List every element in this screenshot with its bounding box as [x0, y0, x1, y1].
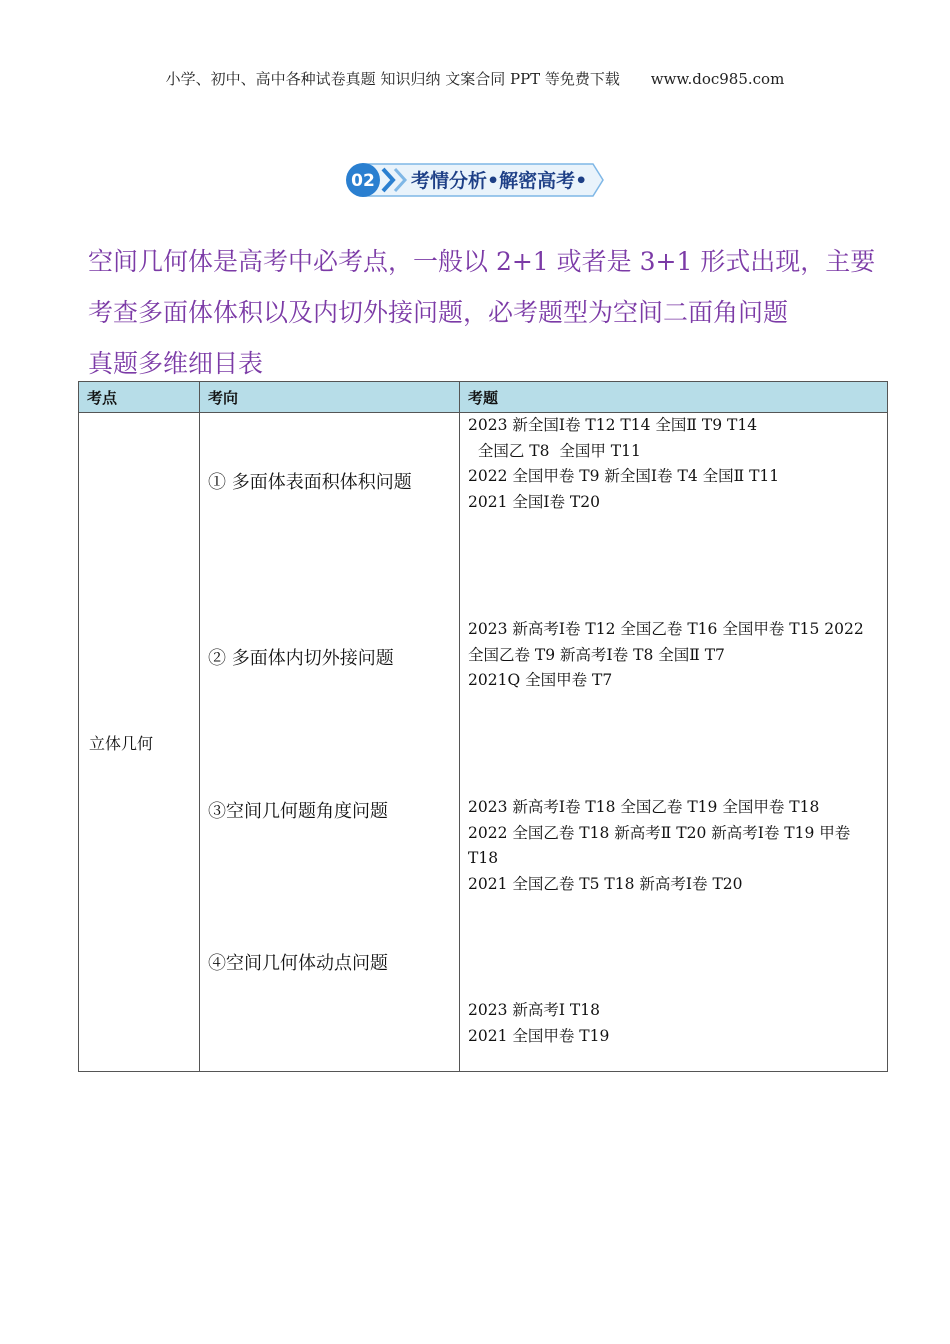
question-block-1	[468, 413, 881, 515]
section-banner	[343, 160, 605, 200]
header-site: www.doc985.com	[650, 70, 785, 88]
header-questions: 考题	[460, 382, 888, 413]
questions-cell	[460, 413, 888, 1072]
header-direction: 考向	[200, 382, 460, 413]
banner-title: 考情分析•解密高考•	[411, 170, 588, 192]
question-line: 2022 全国乙卷 T18 新高考Ⅱ T20 新高考Ⅰ卷 T19 甲卷	[468, 823, 851, 842]
header-point: 考点	[79, 382, 200, 413]
question-block-2	[468, 617, 881, 694]
table-row	[79, 413, 888, 1072]
banner-number: 02	[351, 171, 375, 191]
question-line: 2021 全国甲卷 T19	[468, 1026, 610, 1045]
direction-item-3: ③空间几何题角度问题	[208, 801, 388, 822]
intro-line-1: 空间几何体是高考中必考点，一般以 2+1 或者是 3+1 形式出现，主要	[88, 247, 876, 276]
question-line: 2021 全国乙卷 T5 T18 新高考Ⅰ卷 T20	[468, 874, 743, 893]
question-line: 2021Q 全国甲卷 T7	[468, 671, 613, 689]
direction-item-2: ② 多面体内切外接问题	[208, 648, 394, 669]
question-line: 2022 全国甲卷 T9 新全国Ⅰ卷 T4 全国Ⅱ T11	[468, 467, 780, 485]
page-header	[0, 68, 950, 89]
question-line: 全国乙卷 T9 新高考Ⅰ卷 T8 全国Ⅱ T7	[468, 645, 725, 664]
direction-cell	[200, 413, 460, 1072]
intro-text	[88, 236, 888, 389]
table-header-row	[79, 382, 888, 413]
question-line: 2023 新高考Ⅰ卷 T18 全国乙卷 T19 全国甲卷 T18	[468, 798, 820, 816]
direction-item-4: ④空间几何体动点问题	[208, 953, 388, 974]
intro-line-3: 真题多维细目表	[88, 349, 264, 378]
question-line: 2021 全国Ⅰ卷 T20	[468, 492, 600, 511]
question-block-4	[468, 998, 881, 1049]
intro-line-2: 考查多面体体积以及内切外接问题，必考题型为空间二面角问题	[88, 298, 789, 327]
header-text: 小学、初中、高中各种试卷真题 知识归纳 文案合同 PPT 等免费下载	[165, 70, 620, 88]
point-cell: 立体几何	[79, 413, 200, 1072]
question-block-3	[468, 795, 881, 897]
question-line: 2023 新高考Ⅰ T18	[468, 1001, 600, 1019]
exam-table	[78, 381, 888, 1072]
question-line: T18	[468, 849, 499, 867]
question-line: 2023 新高考Ⅰ卷 T12 全国乙卷 T16 全国甲卷 T15 2022	[468, 620, 864, 638]
question-line: 2023 新全国Ⅰ卷 T12 T14 全国Ⅱ T9 T14	[468, 416, 758, 434]
direction-item-1: ① 多面体表面积体积问题	[208, 472, 412, 493]
question-line: 全国乙 T8 全国甲 T11	[468, 441, 641, 460]
